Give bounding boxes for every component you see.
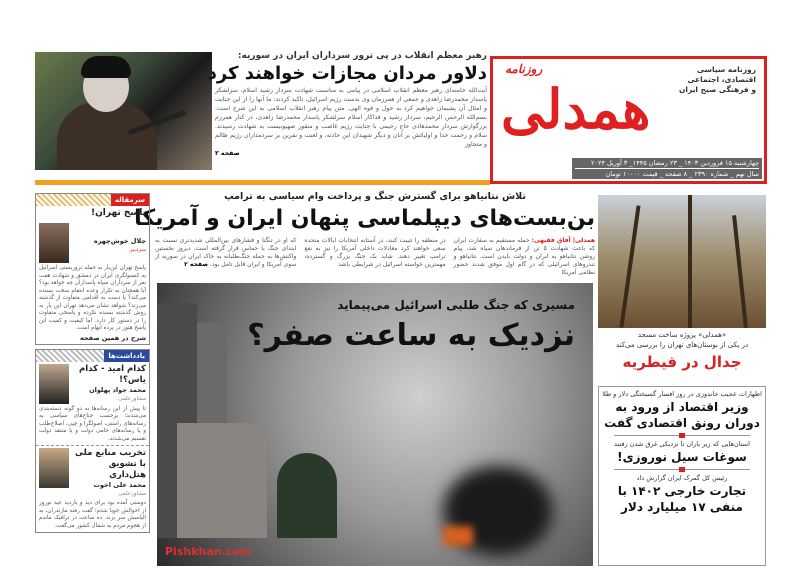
lead-column-text: حمله مستقیم به سفارت ایران که باعث شهادت ۵ تن از فرماندهان سپاه شد، پیام روشن نتانیاهو به ایران و دولت بایدن است. نتانیاهو و تندروهای اسرائیلی که در گام اول موفق شدند حضور نظامی آمریکا: [453, 237, 595, 276]
lead-page-ref[interactable]: صفحه ۲: [184, 261, 209, 268]
tagline-line: اقتصادی، اجتماعی: [687, 75, 756, 84]
right-feature: [598, 330, 766, 372]
top-story-body: آیت‌الله خامنه‌ای رهبر معظم انقلاب اسلامی در پیامی به مناسبت شهادت سردار رشید اسلام، سرلشکر پاسدار محمدرضا زاهدی و جمعی از همرزمان وی بدست رژیم اسرائیل، تاکید کردند: ما آنها را از این جنایت و امثال آن پشیمان خواهیم کرد به حول و قوه الهی. متن پیام رهبر انقلاب اسلامی به این شرح است: بسم‌الله الرحمن الرحیم، سردار رشید و فداکار اسلام سرلشکر پاسدار محمدرضا زاهدی، در کنار همرزم بزرگوارش سردار محمدهادی حاج رحیمی با جنایت رژیم غاصب و منفور صهیونیست به شهادت رسیدند. سلام و رحمت خدا و اولیائش بر آنان و دیگر شهیدان این حادثه، و لعنت و نفرین بر سردمداران رژیم ظالم و متجاوز: [215, 87, 487, 148]
top-story-page-ref[interactable]: صفحه ۲: [215, 150, 240, 157]
top-story-headline[interactable]: دلاور مردان مجازات خواهند کرد: [207, 63, 487, 84]
park-photo: [598, 195, 766, 328]
tagline: [666, 65, 756, 95]
right-feature-headline[interactable]: جدال در قیطریه: [622, 353, 742, 371]
story-headline[interactable]: سوغات سیل نوروزی!: [617, 450, 747, 464]
lead-column: [454, 237, 595, 277]
editorial-box: [35, 193, 150, 345]
editorial-body: پاسخ تهران این‌بار به حمله تروریستی اسرائیل به کنسولگری ایران در دمشق و شهادت هفت نفر از سرداران سپاه پاسداران چه خواهد بود؟ آیا همچنان به تکرار وعده انتقام سخت بسنده می‌کند؟ یا دست به اقدامی متفاوت از گذشته می‌زند؟ شواهد نشان می‌دهد تهران این بار به روش گذشته بسنده نکرده و پاسخی متفاوت را در دستور کار دارد. اما کیفیت و کمیت این پاسخ هنوز در پرده ابهام است.: [39, 265, 146, 331]
lead-column: [155, 237, 296, 277]
editorial-tag: سرمقاله: [111, 194, 149, 206]
main-photo-kicker: مسیری که جنگ طلبی اسرائیل می‌پیماید: [337, 298, 575, 312]
photo-caption: «همدلی» پروژه ساخت مسجد: [637, 331, 727, 339]
note-item: [36, 445, 149, 532]
note-role: مشاورعلمی: [118, 491, 146, 497]
lead-columns: [155, 237, 595, 277]
story-kicker: استان‌هایی که زیر باران تا نزدیکی غرق شدن رفتند: [614, 440, 750, 448]
top-story-kicker: رهبر معظم انقلاب در پی ترور سرداران ایران در سوریه:: [237, 51, 487, 61]
divider: [35, 180, 490, 185]
main-photo: [157, 283, 593, 566]
editorial-author: جلال خوش‌چهره: [93, 237, 146, 245]
separator: [614, 469, 750, 470]
note-title[interactable]: کدام امید - کدام یاس؟!: [79, 363, 146, 385]
right-news-box: [598, 386, 766, 566]
editorial-more-link[interactable]: شرح در همین صفحه: [80, 333, 146, 342]
tagline-line: روزنامه سیاسی: [697, 65, 756, 74]
photo-caption: در یکی از بوستان‌های تهران را بررسی می‌کند: [615, 341, 749, 349]
lead-column-text: که او در تنگنا و فشارهای بین‌المللی شدیدتری نسبت به ابتدای جنگ با حماس قرار گرفته است. دیروز نخستین واکنش‌ها به حمله جنگ‌طلبانه به خاک ایران در سوریه از سوی آمریکا و ایران قابل تامل بود.: [155, 237, 297, 268]
note-body: دوستی آمده بود برای دید و بازدید عید نوروز از احوالش جویا شدم؛ گفت رفته مازندران، به الیاسش سر بزند. ده ساعت در ترافیک ماندم از هجوم مردم به شمال کشور می‌گفت.: [39, 500, 146, 529]
left-column: [35, 193, 150, 533]
editorial-role: سردبیر: [129, 247, 146, 253]
top-story: [207, 50, 487, 158]
tagline-line: و فرهنگی صبح ایران: [678, 85, 756, 94]
logo-prefix: روزنامه: [505, 62, 543, 76]
notes-box: [35, 349, 150, 534]
lead-column: در منطقه را تثبیت کنند، در آستانه انتخابات ایالات متحده سعی خواهند کرد معادلات داخلی آمریکا را نیز به نفع ترامپ تغییر دهند. شاید یک جنگ بزرگ و گسترده، مهمترین خواسته اسرائیل در شرایطی باشد: [304, 237, 446, 268]
main-photo-headline[interactable]: نزدیک به ساعت صفر؟: [247, 318, 575, 353]
watermark: Pishkhan.com: [165, 545, 252, 558]
story-kicker: رئیس کل گمرک ایران گزارش داد: [636, 474, 728, 482]
separator: [614, 435, 750, 436]
editorial-title[interactable]: پاسخ تهران!: [90, 208, 146, 218]
dateline: [572, 158, 762, 179]
lead-headline[interactable]: بن‌بست‌های دیپلماسی پنهان ایران و آمریکا: [134, 206, 595, 231]
note-role: مشاورعلمی: [118, 395, 146, 402]
avatar: [39, 364, 69, 404]
lead-kicker: تلاش نتانیاهو برای گسترش جنگ و پرداخت وام سیاسی به ترامپ: [224, 191, 526, 202]
story-kicker: اظهارات عجیب خاندوزی در روز افسار گسیختگی دلار و طلا: [602, 390, 762, 398]
leader-photo: [35, 52, 212, 170]
note-item: [36, 362, 149, 446]
issue-info: سال نهم _ شماره ۲۳۹۰ _ ۸ صفحه _ قیمت ۱۰۰۰۰ تومان: [575, 168, 759, 179]
masthead: [490, 56, 767, 184]
note-title[interactable]: تخریب منابع ملی با تشویق هتل‌داری: [75, 448, 146, 480]
story-headline[interactable]: وزیر اقتصاد از ورود به دوران رونق اقتصادی گفت: [604, 400, 760, 430]
note-author: محمد جواد پهلوان: [89, 385, 146, 394]
story-headline[interactable]: تجارت خارجی ۱۴۰۲ با منفی ۱۷ میلیارد دلار: [617, 484, 747, 514]
notes-tag: یادداشت‌ها: [104, 350, 149, 362]
issue-date: چهارشنبه ۱۵ فروردین ۱۴۰۳ _ ۲۳ رمضان ۱۴۴۵_ ۳ آوریل ۲۰۲۴: [590, 159, 759, 167]
note-body: تا پیش از این رسانه‌ها به دو گونه دسته‌بندی می‌شدند؛ برحسب جناح‌های سیاسی به رسانه‌های راستی، اصولگرا و چپی، اصلاح‌طلب و یا رسانه‌های حامی دولت و یا منتقد دولت تقسیم می‌شدند.: [39, 405, 146, 442]
note-author: محمد علی اخوت: [93, 481, 146, 489]
avatar: [39, 448, 69, 488]
lead-byline: همدلی| آفاق فقیهی:: [531, 237, 595, 244]
newspaper-logo: همدلی: [501, 77, 651, 141]
avatar: [39, 223, 69, 263]
